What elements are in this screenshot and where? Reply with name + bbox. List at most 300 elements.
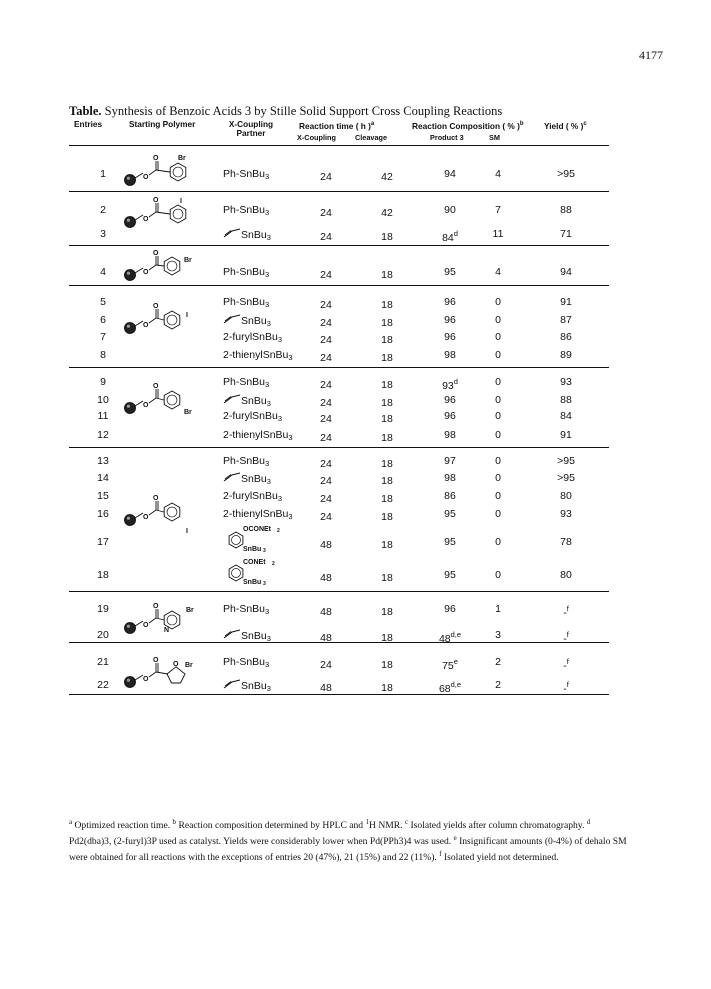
coupling-partner-subscript: 3	[265, 459, 270, 468]
header-time-cleavage: Cleavage	[355, 133, 388, 142]
structure-part	[149, 161, 156, 175]
sm-percent: 2	[495, 679, 501, 691]
benzene-ring	[164, 503, 180, 521]
benzene-ring	[164, 257, 180, 275]
product3-footnote: d	[453, 377, 458, 386]
time-cleavage: 18	[381, 572, 393, 584]
footnote-c: Isolated yields after column chromatography.	[408, 820, 587, 831]
time-cleavage: 18	[381, 413, 393, 425]
time-xcoupling: 48	[320, 572, 332, 584]
yield-value: 87	[560, 314, 572, 326]
footnote-f-mark: f	[439, 850, 442, 858]
sm-percent: 0	[495, 429, 501, 441]
footnote-b-mark: b	[172, 818, 177, 826]
time-cleavage: 18	[381, 511, 393, 523]
time-xcoupling: 48	[320, 539, 332, 551]
time-xcoupling: 24	[320, 493, 332, 505]
product3-footnote: d,e	[450, 680, 462, 689]
product3-value: 68	[438, 683, 451, 695]
sm-percent: 0	[495, 349, 501, 361]
coupling-partner-subscript: 3	[277, 335, 283, 344]
atom-label: Br	[186, 607, 194, 614]
sm-percent: 4	[495, 168, 501, 180]
yield-value: >95	[557, 455, 575, 467]
aromatic-circle	[167, 395, 177, 405]
time-xcoupling: 24	[320, 352, 332, 364]
time-xcoupling: 48	[320, 682, 332, 694]
header-yield-text: Yield ( % )	[544, 120, 584, 131]
footnote-nmr-sup: 1	[365, 818, 369, 826]
time-cleavage: 42	[381, 171, 393, 183]
atom-label: O	[143, 269, 149, 276]
time-xcoupling: 24	[320, 269, 332, 281]
structure-part	[156, 170, 170, 172]
structure-part	[135, 321, 143, 326]
polymer-bead	[125, 677, 136, 688]
entry-number: 3	[100, 228, 106, 240]
structure-part	[149, 256, 156, 270]
product3-footnote: e	[453, 657, 458, 666]
yield-value: 88	[560, 204, 572, 216]
sm-percent: 0	[495, 331, 501, 343]
yield-footnote: f	[566, 630, 569, 639]
sm-percent: 1	[495, 603, 501, 615]
coupling-partner-text: SnBu	[241, 229, 267, 241]
structure-part	[149, 309, 156, 323]
table-caption-label: Table.	[69, 104, 102, 118]
polymer-bead	[125, 403, 136, 414]
coupling-partner-text: SnBu	[241, 315, 267, 327]
coupling-partner-text: SnBu	[241, 630, 267, 642]
polymer-bead-highlight	[127, 405, 130, 408]
atom-label: N	[164, 627, 170, 634]
coupling-partner-text: Ph-SnBu	[223, 266, 266, 278]
header-yield-sup: c	[583, 121, 587, 127]
coupling-partner-subscript: 3	[266, 634, 271, 643]
coupling-partner-text: Ph-SnBu	[223, 204, 266, 216]
entry-number: 13	[97, 455, 109, 467]
footnotes	[69, 816, 629, 864]
header-sm: SM	[489, 133, 500, 142]
time-xcoupling: 24	[320, 413, 332, 425]
polymer-bead	[125, 323, 136, 334]
product3-value: 98	[444, 429, 456, 441]
product3-value: 96	[444, 314, 456, 326]
product3-footnote: d,e	[450, 630, 462, 639]
coupling-partner-subscript: 3	[266, 477, 271, 486]
header-x-coupling-line2: Partner	[236, 128, 266, 138]
sm-percent: 0	[495, 472, 501, 484]
table-caption-text: Synthesis of Benzoic Acids 3 by Stille Solid Support Cross Coupling Reactions	[101, 104, 503, 118]
sm-percent: 0	[495, 314, 501, 326]
structure-part	[156, 510, 164, 512]
aromatic-circle	[232, 536, 241, 545]
time-cleavage: 18	[381, 606, 393, 618]
coupling-partner-subscript: 3	[265, 660, 270, 669]
atom-label: O	[153, 197, 159, 204]
coupling-partner-text: 2-furylSnBu	[223, 331, 278, 343]
benzene-ring	[170, 205, 186, 223]
header-x-coupling-line1: X-Coupling	[228, 119, 274, 129]
structure-part	[156, 318, 164, 320]
sm-percent: 3	[495, 629, 501, 641]
entry-number: 14	[97, 472, 109, 484]
time-xcoupling: 24	[320, 432, 332, 444]
coupling-partner-subscript: 3	[265, 208, 270, 217]
yield-value: 94	[560, 266, 572, 278]
time-cleavage: 18	[381, 682, 393, 694]
coupling-partner-text: Ph-SnBu	[223, 603, 266, 615]
atom-label: O	[143, 174, 149, 181]
aromatic-circle	[167, 507, 177, 517]
benzene-ring	[164, 391, 180, 409]
structure-part	[156, 265, 164, 266]
entry-number: 9	[100, 376, 106, 388]
sm-percent: 7	[495, 204, 501, 216]
entry-number: 19	[97, 603, 109, 615]
yield-footnote: f	[566, 657, 569, 666]
yield-value: 89	[560, 349, 572, 361]
time-xcoupling: 24	[320, 397, 332, 409]
yield-value: 80	[560, 569, 572, 581]
coupling-partner-text: SnBu	[241, 395, 267, 407]
polymer-bead	[125, 217, 136, 228]
polymer-bead-highlight	[127, 679, 130, 682]
atom-label: Br	[184, 409, 192, 416]
product3-value: 96	[444, 296, 456, 308]
product3-value: 96	[444, 331, 456, 343]
product3-value: 96	[444, 603, 456, 615]
coupling-partner-text: Ph-SnBu	[223, 376, 266, 388]
time-cleavage: 18	[381, 379, 393, 391]
structure-part	[156, 672, 168, 674]
time-xcoupling: 24	[320, 458, 332, 470]
yield-value: 88	[560, 394, 572, 406]
entry-number: 17	[97, 536, 109, 548]
footnote-nmr: H NMR.	[369, 820, 405, 831]
atom-label: I	[186, 528, 188, 535]
time-xcoupling: 24	[320, 171, 332, 183]
entry-number: 12	[97, 429, 109, 441]
time-xcoupling: 24	[320, 317, 332, 329]
entry-number: 11	[97, 410, 109, 422]
atom-label: I	[180, 198, 182, 205]
time-cleavage: 18	[381, 458, 393, 470]
product3-value: 48	[438, 633, 451, 645]
coupling-partner-text: 2-furylSnBu	[223, 490, 278, 502]
atom-label: Br	[185, 662, 193, 669]
time-cleavage: 18	[381, 659, 393, 671]
entry-number: 5	[100, 296, 106, 308]
product3-value: 90	[444, 204, 456, 216]
atom-label: 2	[277, 528, 280, 534]
structure-part	[149, 501, 156, 515]
time-cleavage: 18	[381, 493, 393, 505]
yield-value: >95	[557, 168, 575, 180]
coupling-partner-text: Ph-SnBu	[223, 455, 266, 467]
yield-value: 71	[560, 228, 572, 240]
time-xcoupling: 24	[320, 511, 332, 523]
coupling-partner-text: 2-thienylSnBu	[223, 508, 289, 520]
aromatic-circle	[232, 569, 241, 578]
coupling-partner-subscript: 3	[265, 300, 270, 309]
page-number: 4177	[639, 48, 663, 62]
entry-number: 2	[100, 204, 106, 216]
structure-part	[135, 215, 143, 220]
polymer-bead	[125, 623, 136, 634]
atom-label: O	[173, 660, 179, 668]
time-xcoupling: 24	[320, 299, 332, 311]
structure-part	[135, 513, 143, 518]
yield-value: 78	[560, 536, 572, 548]
sm-percent: 0	[495, 296, 501, 308]
coupling-partner-subscript: 3	[265, 172, 270, 181]
yield-value: 91	[560, 429, 572, 441]
coupling-partner-text: 2-furylSnBu	[223, 410, 278, 422]
footnote-a: Optimized reaction time.	[72, 820, 173, 831]
atom-label: O	[153, 250, 159, 257]
atom-label: SnBu	[243, 546, 262, 553]
atom-label: O	[143, 216, 149, 223]
atom-label: O	[153, 303, 159, 310]
time-xcoupling: 24	[320, 207, 332, 219]
atom-label: O	[153, 155, 159, 162]
coupling-partner-subscript: 3	[288, 353, 293, 362]
time-xcoupling: 24	[320, 334, 332, 346]
entry-number: 16	[97, 508, 109, 520]
time-cleavage: 18	[381, 539, 393, 551]
atom-label: 2	[272, 561, 275, 567]
product3-value: 95	[444, 536, 456, 548]
benzene-ring	[170, 163, 186, 181]
entry-number: 22	[97, 679, 109, 691]
header-reaction-time-text: Reaction time ( h )	[299, 120, 371, 131]
atom-label: O	[153, 657, 159, 664]
polymer-bead-highlight	[127, 272, 130, 275]
structure-part	[135, 401, 143, 406]
time-xcoupling: 24	[320, 659, 332, 671]
aromatic-circle	[173, 167, 183, 177]
product3-value: 95	[444, 508, 456, 520]
header-product3: Product 3	[430, 133, 464, 142]
sm-percent: 11	[492, 228, 504, 240]
yield-footnote: f	[566, 680, 569, 689]
atom-label: O	[143, 402, 149, 409]
yield-value: >95	[557, 472, 575, 484]
aromatic-circle	[173, 209, 183, 219]
footnote-a-mark: a	[69, 818, 73, 826]
atom-label: O	[153, 495, 159, 502]
time-cleavage: 42	[381, 207, 393, 219]
atom-label: O	[143, 514, 149, 521]
time-cleavage: 18	[381, 231, 393, 243]
product3-value: 86	[444, 490, 456, 502]
structure-part	[135, 173, 143, 178]
coupling-partner-text: 2-thienylSnBu	[223, 349, 289, 361]
entry-number: 20	[97, 629, 109, 641]
time-xcoupling: 48	[320, 632, 332, 644]
entry-number: 18	[97, 569, 109, 581]
product3-value: 94	[444, 168, 456, 180]
yield-value: 91	[560, 296, 572, 308]
structure-part	[135, 675, 143, 680]
structure-part	[135, 268, 143, 273]
time-cleavage: 18	[381, 632, 393, 644]
footnote-b: Reaction composition determined by HPLC and	[176, 820, 366, 831]
structure-part	[149, 663, 156, 677]
time-cleavage: 18	[381, 432, 393, 444]
polymer-bead-highlight	[127, 219, 130, 222]
product3-value: 95	[444, 569, 456, 581]
footnote-c-mark: c	[404, 818, 409, 826]
sm-percent: 0	[495, 455, 501, 467]
header-reaction-composition-sup: b	[519, 121, 524, 127]
benzene-ring	[164, 311, 180, 329]
product3-value: 98	[444, 472, 456, 484]
aromatic-circle	[167, 261, 177, 271]
polymer-bead-highlight	[127, 625, 130, 628]
sm-percent: 0	[495, 394, 501, 406]
polymer-bead	[125, 175, 136, 186]
furan-ring	[167, 667, 185, 683]
polymer-bead	[125, 515, 136, 526]
coupling-partner-text: Ph-SnBu	[223, 168, 266, 180]
product3-value: 84	[442, 232, 454, 244]
header-reaction-time-sup: a	[370, 121, 375, 127]
time-cleavage: 18	[381, 397, 393, 409]
sm-percent: 0	[495, 376, 501, 388]
header-starting-polymer: Starting Polymer	[129, 119, 196, 129]
sm-percent: 0	[495, 410, 501, 422]
time-cleavage: 18	[381, 334, 393, 346]
sm-percent: 0	[495, 569, 501, 581]
footnote-d-mark: d	[586, 818, 591, 826]
yield-value: 80	[560, 490, 572, 502]
coupling-partner-subscript: 3	[265, 380, 270, 389]
entry-number: 6	[100, 314, 106, 326]
atom-label: O	[153, 603, 159, 610]
atom-label: SnBu	[243, 579, 262, 586]
product3-value: 96	[444, 410, 456, 422]
coupling-partner-subscript: 3	[288, 433, 293, 442]
atom-label: O	[143, 322, 149, 329]
entry-number: 10	[97, 394, 109, 406]
entry-number: 7	[100, 331, 106, 343]
coupling-partner-text: Ph-SnBu	[223, 296, 266, 308]
structure-part	[135, 621, 143, 626]
atom-label: CONEt	[243, 559, 266, 566]
product3-value: 96	[444, 394, 456, 406]
time-cleavage: 18	[381, 475, 393, 487]
coupling-partner-subscript: 3	[266, 684, 271, 693]
time-xcoupling: 24	[320, 475, 332, 487]
coupling-partner-text: 2-thienylSnBu	[223, 429, 289, 441]
time-xcoupling: 48	[320, 606, 332, 618]
entry-number: 1	[100, 168, 106, 180]
product3-value: 98	[444, 349, 456, 361]
coupling-partner-text: SnBu	[241, 473, 267, 485]
coupling-partner-subscript: 3	[265, 270, 270, 279]
coupling-partner-subscript: 3	[266, 319, 271, 328]
product3-footnote: d	[453, 229, 458, 238]
footnote-f: Isolated yield not determined.	[441, 852, 559, 863]
coupling-partner-subscript: 3	[266, 399, 271, 408]
yield-value: 86	[560, 331, 572, 343]
structure-part	[149, 389, 156, 403]
yield-value: -	[563, 633, 567, 645]
structure-part	[149, 609, 156, 623]
yield-value: -	[563, 683, 567, 695]
structure-part	[149, 203, 156, 217]
atom-label: O	[143, 676, 149, 683]
entry-number: 21	[97, 656, 109, 668]
entry-number: 15	[97, 490, 109, 502]
sm-percent: 0	[495, 536, 501, 548]
sm-percent: 0	[495, 490, 501, 502]
coupling-partner-subscript: 3	[288, 512, 293, 521]
coupling-partner-subscript: 3	[277, 414, 283, 423]
coupling-partner-text: Ph-SnBu	[223, 656, 266, 668]
polymer-bead-highlight	[127, 325, 130, 328]
structure-part	[156, 212, 170, 214]
aromatic-circle	[167, 315, 177, 325]
coupling-partner-subscript: 3	[265, 607, 270, 616]
time-cleavage: 18	[381, 317, 393, 329]
entry-number: 4	[100, 266, 106, 278]
sm-percent: 0	[495, 508, 501, 520]
atom-label: 3	[263, 548, 266, 554]
atom-label: I	[186, 312, 188, 319]
polymer-bead	[125, 270, 136, 281]
yield-value: 84	[560, 410, 572, 422]
atom-label: 3	[263, 581, 266, 587]
atom-label: Br	[178, 155, 186, 162]
atom-label: O	[153, 383, 159, 390]
time-cleavage: 18	[381, 352, 393, 364]
yield-value: -	[563, 660, 567, 672]
product3-value: 93	[442, 380, 454, 392]
sm-percent: 4	[495, 266, 501, 278]
yield-value: 93	[560, 508, 572, 520]
polymer-bead-highlight	[127, 517, 130, 520]
coupling-partner-subscript: 3	[266, 233, 271, 242]
header-entries: Entries	[74, 119, 103, 129]
aromatic-circle	[167, 615, 177, 625]
structure-part	[156, 618, 164, 620]
time-cleavage: 18	[381, 299, 393, 311]
entry-number: 8	[100, 349, 106, 361]
header-time-xcoupling: X-Coupling	[297, 133, 336, 142]
time-xcoupling: 24	[320, 379, 332, 391]
sm-percent: 2	[495, 656, 501, 668]
header-reaction-composition-text: Reaction Composition ( % )	[412, 120, 520, 131]
product3-value: 97	[444, 455, 456, 467]
product3-value: 95	[444, 266, 456, 278]
structure-part	[156, 398, 164, 400]
product3-value: 75	[442, 660, 454, 672]
coupling-partner-text: SnBu	[241, 680, 267, 692]
yield-value: 93	[560, 376, 572, 388]
atom-label: O	[143, 622, 149, 629]
coupling-partner-subscript: 3	[277, 494, 283, 503]
atom-label: OCONEt	[243, 526, 271, 533]
yield-footnote: f	[566, 604, 569, 613]
time-xcoupling: 24	[320, 231, 332, 243]
footnote-e-mark: e	[453, 834, 457, 842]
footnote-e: Insignificant amounts (0-4%) of dehalo SM were obtained for all reactions with the exceptions of entries 20 (47%), 21 (15%) and 22 (11%).	[69, 836, 627, 863]
footnote-d: Pd2(dba)3, (2-furyl)3P used as catalyst. Yields were considerably lower when Pd(PPh3)4 was used.	[69, 836, 454, 847]
atom-label: Br	[184, 257, 192, 264]
